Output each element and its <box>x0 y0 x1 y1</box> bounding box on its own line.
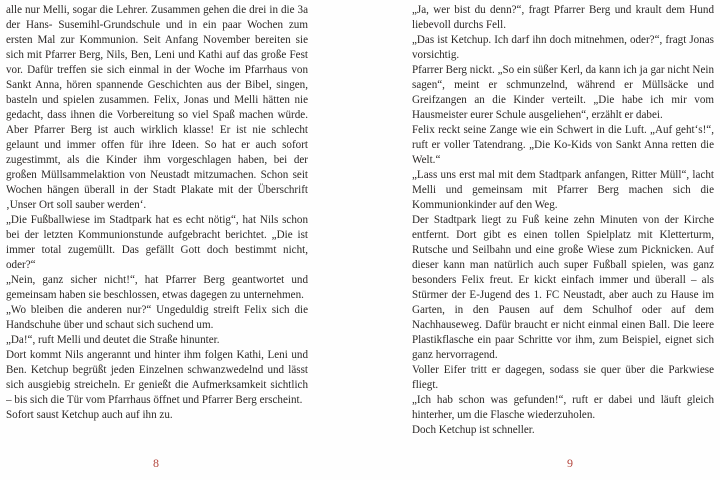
paragraph: „Lass uns erst mal mit dem Stadtpark anfangen, Ritter Müll“, lacht Melli und gemeinsam mit Pfarrer Berg machen sich die Kommunionkinder auf den Weg. <box>412 169 714 212</box>
paragraph: „Ja, wer bist du denn?“, fragt Pfarrer Berg und krault dem Hund liebevoll durchs Fell. <box>412 4 714 32</box>
paragraph: „Die Fußballwiese im Stadtpark hat es echt nötig“, hat Nils schon bei der letzten Kommunionstunde aufgebracht berichtet. „Die ist immer total zugemüllt. Das gefällt Gott doch bestimmt nicht, oder?“ <box>6 214 308 272</box>
right-page-text-column <box>412 3 714 439</box>
paragraph: „Ich hab schon was gefunden!“, ruft er dabei und läuft gleich hinterher, um die Flasche wiederzuholen. <box>412 394 714 422</box>
page-number-left: 8 <box>153 456 159 470</box>
paragraph: „Nein, ganz sicher nicht!“, hat Pfarrer Berg geantwortet und gemeinsam haben sie beschlossen, etwas dagegen zu unternehmen. <box>6 274 308 302</box>
paragraph: alle nur Melli, sogar die Lehrer. Zusammen gehen die drei in die 3a der Hans- Susemihl-Grundschule und in ein paar Wochen zum ersten Mal zur Kommunion. Seit Anfang November bereiten sie sich mit Pfarrer Berg, Nils, Ben, Leni und Kathi auf das große Fest vor. Dafür treffen sie sich einmal in der Woche im Pfarrhaus von Sankt Anna, hören spannende Geschichten aus der Bibel, singen, basteln und spielen zusammen. Felix, Jonas und Melli hätten nie gedacht, dass ihnen die Vorbereitung so viel Spaß machen würde. Aber Pfarrer Berg ist auch wirklich klasse! Er ist nie schlecht gelaunt und immer offen für ihre Ideen. So hat er auch sofort zugestimmt, als die Kinder ihm vorgeschlagen haben, bei der großen Müllsammelaktion von Neustadt mitzumachen. Schon seit Wochen hängen überall in der Stadt Plakate mit der Überschrift ‚Unser Ort soll sauber werden‘. <box>6 4 308 212</box>
paragraph: „Das ist Ketchup. Ich darf ihn doch mitnehmen, oder?“, fragt Jonas vorsichtig. <box>412 34 714 62</box>
paragraph: Voller Eifer tritt er dagegen, sodass sie quer über die Parkwiese fliegt. <box>412 364 714 392</box>
paragraph: Dort kommt Nils angerannt und hinter ihm folgen Kathi, Leni und Ben. Ketchup begrüßt jeden Einzelnen schwanzwedelnd und lässt sich ausgiebig streicheln. Er genießt die Aufmerksamkeit sichtlich – bis sich die Tür vom Pfarrhaus öffnet und Pfarrer Berg erscheint. <box>6 349 308 407</box>
paragraph: Pfarrer Berg nickt. „So ein süßer Kerl, da kann ich ja gar nicht Nein sagen“, meint er schmunzelnd, während er Müllsäcke und Greifzangen an die Kinder verteilt. „Die habe ich mir vom Hausmeister eurer Schule ausgeliehen“, erzählt er dabei. <box>412 64 714 122</box>
paragraph: Doch Ketchup ist schneller. <box>412 424 535 437</box>
paragraph: Der Stadtpark liegt zu Fuß keine zehn Minuten von der Kirche entfernt. Dort gibt es einen tollen Spielplatz mit Kletterturm, Rutsche und Seilbahn und eine große Wiese zum Picknicken. Auf dieser kann man natürlich auch super Fußball spielen, was ganz besonders Felix freut. Er kickt einfach immer und überall – als Stürmer der E-Jugend des 1. FC Neustadt, aber auch zu Hause im Garten, in den Pausen auf dem Schulhof oder auf dem Nachhauseweg. Dafür braucht er nicht einmal einen Ball. Die leere Plastikflasche ein paar Schritte vor ihm, zum Beispiel, eignet sich ganz hervorragend. <box>412 214 714 362</box>
paragraph: „Da!“, ruft Melli und deutet die Straße hinunter. <box>6 334 220 347</box>
left-page-text-column <box>6 3 308 439</box>
page-number-right: 9 <box>567 456 573 470</box>
paragraph: Sofort saust Ketchup auch auf ihn zu. <box>6 409 173 422</box>
paragraph: Felix reckt seine Zange wie ein Schwert in die Luft. „Auf geht‘s!“, ruft er voller Tatendrang. „Die Ko-Kids von Sankt Anna retten die Welt.“ <box>412 124 714 167</box>
paragraph: „Wo bleiben die anderen nur?“ Ungeduldig streift Felix sich die Handschuhe über und schaut sich suchend um. <box>6 304 308 332</box>
